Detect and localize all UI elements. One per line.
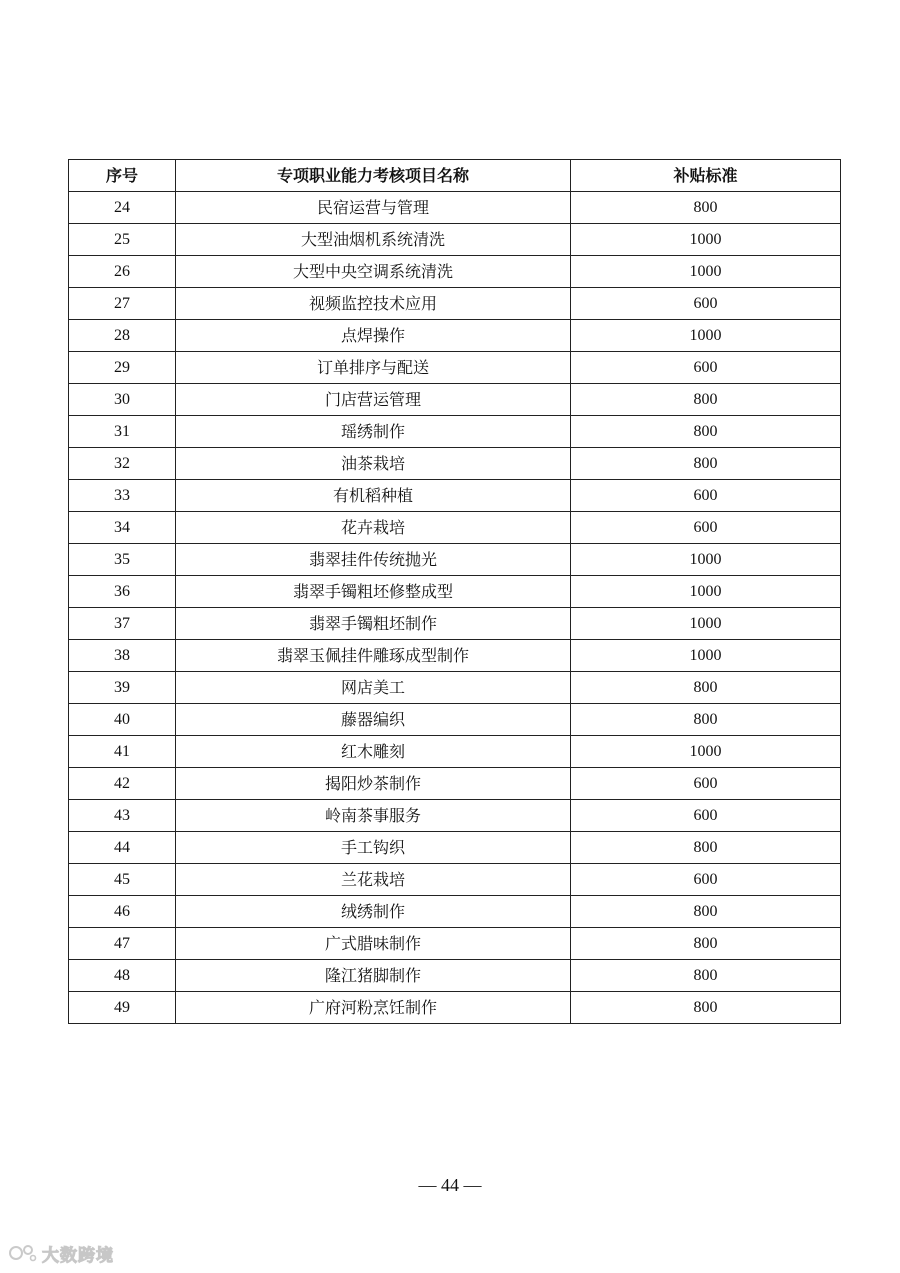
subsidy-amount-cell: 1000	[571, 544, 841, 576]
project-name-cell: 藤器编织	[176, 704, 571, 736]
subsidy-amount-cell: 1000	[571, 224, 841, 256]
subsidy-amount-cell: 600	[571, 768, 841, 800]
serial-number-cell: 48	[69, 960, 176, 992]
subsidy-amount-cell: 800	[571, 448, 841, 480]
subsidy-amount-cell: 1000	[571, 608, 841, 640]
table-row	[69, 832, 841, 864]
project-name-cell: 翡翠挂件传统抛光	[176, 544, 571, 576]
project-name-cell: 有机稻种植	[176, 480, 571, 512]
subsidy-amount-cell: 800	[571, 960, 841, 992]
table-row	[69, 512, 841, 544]
serial-number-cell: 24	[69, 192, 176, 224]
subsidy-amount-cell: 800	[571, 896, 841, 928]
serial-number-cell: 32	[69, 448, 176, 480]
serial-number-cell: 46	[69, 896, 176, 928]
project-name-cell: 大型油烟机系统清洗	[176, 224, 571, 256]
table-row	[69, 576, 841, 608]
project-name-cell: 点焊操作	[176, 320, 571, 352]
subsidy-amount-cell: 800	[571, 992, 841, 1024]
serial-number-cell: 41	[69, 736, 176, 768]
table-body	[69, 192, 841, 1024]
header-serial-number: 序号	[69, 160, 176, 192]
serial-number-cell: 25	[69, 224, 176, 256]
table-row	[69, 640, 841, 672]
watermark-logo-icon	[8, 1242, 38, 1264]
serial-number-cell: 29	[69, 352, 176, 384]
serial-number-cell: 39	[69, 672, 176, 704]
serial-number-cell: 49	[69, 992, 176, 1024]
table-row	[69, 384, 841, 416]
serial-number-cell: 27	[69, 288, 176, 320]
serial-number-cell: 43	[69, 800, 176, 832]
table-row	[69, 608, 841, 640]
subsidy-amount-cell: 800	[571, 832, 841, 864]
project-name-cell: 翡翠手镯粗坯制作	[176, 608, 571, 640]
serial-number-cell: 42	[69, 768, 176, 800]
table-row	[69, 896, 841, 928]
table-header-row	[69, 160, 841, 192]
project-name-cell: 民宿运营与管理	[176, 192, 571, 224]
table-row	[69, 416, 841, 448]
subsidy-amount-cell: 600	[571, 480, 841, 512]
serial-number-cell: 40	[69, 704, 176, 736]
project-name-cell: 视频监控技术应用	[176, 288, 571, 320]
project-name-cell: 瑶绣制作	[176, 416, 571, 448]
subsidy-amount-cell: 800	[571, 384, 841, 416]
table-row	[69, 736, 841, 768]
table-row	[69, 352, 841, 384]
serial-number-cell: 44	[69, 832, 176, 864]
table-row	[69, 960, 841, 992]
table-row	[69, 192, 841, 224]
project-name-cell: 门店营运管理	[176, 384, 571, 416]
table-row	[69, 992, 841, 1024]
project-name-cell: 油茶栽培	[176, 448, 571, 480]
serial-number-cell: 28	[69, 320, 176, 352]
table-row	[69, 224, 841, 256]
subsidy-amount-cell: 1000	[571, 640, 841, 672]
project-name-cell: 广式腊味制作	[176, 928, 571, 960]
watermark-text: 大数跨境	[42, 1245, 114, 1266]
serial-number-cell: 26	[69, 256, 176, 288]
project-name-cell: 大型中央空调系统清洗	[176, 256, 571, 288]
table-row	[69, 768, 841, 800]
project-name-cell: 揭阳炒茶制作	[176, 768, 571, 800]
serial-number-cell: 30	[69, 384, 176, 416]
subsidy-amount-cell: 600	[571, 288, 841, 320]
subsidy-table	[68, 159, 841, 1024]
project-name-cell: 隆江猪脚制作	[176, 960, 571, 992]
project-name-cell: 花卉栽培	[176, 512, 571, 544]
table-row	[69, 704, 841, 736]
table-row	[69, 800, 841, 832]
serial-number-cell: 47	[69, 928, 176, 960]
project-name-cell: 兰花栽培	[176, 864, 571, 896]
serial-number-cell: 36	[69, 576, 176, 608]
project-name-cell: 网店美工	[176, 672, 571, 704]
project-name-cell: 绒绣制作	[176, 896, 571, 928]
subsidy-amount-cell: 600	[571, 352, 841, 384]
table-row	[69, 928, 841, 960]
subsidy-amount-cell: 800	[571, 672, 841, 704]
project-name-cell: 翡翠玉佩挂件雕琢成型制作	[176, 640, 571, 672]
subsidy-amount-cell: 1000	[571, 736, 841, 768]
subsidy-amount-cell: 1000	[571, 576, 841, 608]
subsidy-amount-cell: 600	[571, 864, 841, 896]
table-row	[69, 672, 841, 704]
table-row	[69, 864, 841, 896]
project-name-cell: 广府河粉烹饪制作	[176, 992, 571, 1024]
subsidy-amount-cell: 1000	[571, 320, 841, 352]
subsidy-amount-cell: 800	[571, 704, 841, 736]
header-project-name: 专项职业能力考核项目名称	[176, 160, 571, 192]
table-row	[69, 448, 841, 480]
serial-number-cell: 37	[69, 608, 176, 640]
serial-number-cell: 31	[69, 416, 176, 448]
table-row	[69, 320, 841, 352]
header-subsidy-standard: 补贴标准	[571, 160, 841, 192]
project-name-cell: 翡翠手镯粗坯修整成型	[176, 576, 571, 608]
serial-number-cell: 45	[69, 864, 176, 896]
serial-number-cell: 35	[69, 544, 176, 576]
serial-number-cell: 33	[69, 480, 176, 512]
project-name-cell: 岭南茶事服务	[176, 800, 571, 832]
subsidy-amount-cell: 1000	[571, 256, 841, 288]
project-name-cell: 红木雕刻	[176, 736, 571, 768]
subsidy-amount-cell: 600	[571, 512, 841, 544]
project-name-cell: 手工钩织	[176, 832, 571, 864]
subsidy-amount-cell: 800	[571, 928, 841, 960]
table-row	[69, 256, 841, 288]
project-name-cell: 订单排序与配送	[176, 352, 571, 384]
table-header	[69, 160, 841, 192]
table-row	[69, 480, 841, 512]
serial-number-cell: 38	[69, 640, 176, 672]
subsidy-amount-cell: 600	[571, 800, 841, 832]
subsidy-amount-cell: 800	[571, 416, 841, 448]
table-row	[69, 288, 841, 320]
page-number: — 44 —	[418, 1175, 482, 1195]
subsidy-amount-cell: 800	[571, 192, 841, 224]
table-row	[69, 544, 841, 576]
serial-number-cell: 34	[69, 512, 176, 544]
watermark	[8, 1240, 114, 1266]
